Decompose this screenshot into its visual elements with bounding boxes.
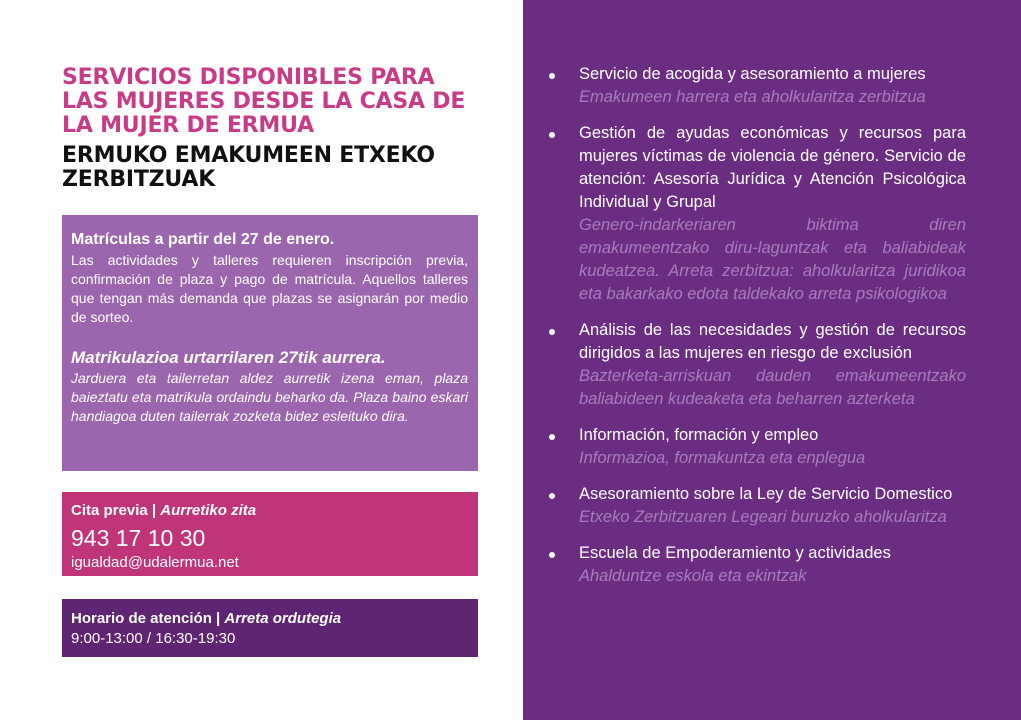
service-title-eu: Bazterketa-arriskuan dauden emakumeentzako baliabideen kudeaketa eta beharren azterketa <box>579 367 966 408</box>
service-title-eu: Ahalduntze eskola eta ekintzak <box>579 567 807 585</box>
opening-hours-label-es: Horario de atención | <box>71 610 225 627</box>
appointment-label-eu: Aurretiko zita <box>160 502 257 519</box>
appointment-heading <box>71 501 468 521</box>
appointment-box <box>62 492 478 576</box>
opening-hours-box <box>62 599 478 657</box>
bullet-icon <box>549 329 555 335</box>
enrollment-heading-eu: Matrikulazioa urtarrilaren 27tik aurrera. <box>71 348 386 367</box>
page-title-eu: ERMUKO EMAKUMEEN ETXEKO ZERBITZUAK <box>62 143 435 192</box>
service-title-es: Gestión de ayudas económicas y recursos para mujeres víctimas de violencia de género. Servicio de atención: Asesoría Jurídica y Atención Psicológica Individual y Grupal <box>579 124 966 211</box>
service-title-es: Información, formación y empleo <box>579 426 819 444</box>
appointment-label-es: Cita previa | <box>71 502 161 519</box>
opening-hours-label-eu: Arreta ordutegia <box>224 610 342 627</box>
bullet-icon <box>549 434 555 440</box>
bullet-icon <box>549 493 555 499</box>
bullet-icon <box>549 552 555 558</box>
service-title-eu: Genero-indarkeriaren biktima diren emakumeentzako diru-laguntzak eta baliabideak kudeatzea. Arreta zerbitzua: aholkularitza juridikoa eta bakarkako edota taldekako arreta psikologikoa <box>579 216 966 303</box>
service-item-employment <box>523 424 966 470</box>
services-list <box>523 63 1021 601</box>
page-title-es: SERVICIOS DISPONIBLES PARA LAS MUJERES DESDE LA CASA DE LA MUJER DE ERMUA <box>62 65 466 138</box>
enrollment-box <box>62 215 478 471</box>
phone-number[interactable]: 943 17 10 30 <box>71 525 206 551</box>
bullet-icon <box>549 73 555 79</box>
bullet-icon <box>549 132 555 138</box>
service-item-exclusion-risk <box>523 319 966 411</box>
service-title-eu: Etxeko Zerbitzuaren Legeari buruzko aholkularitza <box>579 508 947 526</box>
service-title-eu: Emakumeen harrera eta aholkularitza zerbitzua <box>579 88 926 106</box>
opening-hours-heading <box>71 609 468 629</box>
service-item-domestic-law <box>523 483 966 529</box>
enrollment-heading-es: Matrículas a partir del 27 de enero. <box>71 231 335 248</box>
service-item-empowerment-school <box>523 542 966 588</box>
enrollment-text-es: Las actividades y talleres requieren inscripción previa, confirmación de plaza y pago de matrícula. Aquellos talleres que tengan más demanda que plazas se asignarán por medio de sorteo. <box>71 252 468 325</box>
enrollment-text-eu: Jarduera eta tailerretan aldez aurretik izena eman, plaza baieztatu eta matrikula ordaindu beharko da. Plaza baino eskari handiagoa duten tailerrak zozketa bidez esleituko dira. <box>71 370 468 424</box>
service-title-es: Asesoramiento sobre la Ley de Servicio Domestico <box>579 485 953 503</box>
email-address[interactable]: igualdad@udalermua.net <box>71 554 239 571</box>
service-item-reception <box>523 63 966 109</box>
opening-hours-value: 9:00-13:00 / 16:30-19:30 <box>71 630 236 647</box>
services-panel <box>523 0 1021 720</box>
service-title-es: Servicio de acogida y asesoramiento a mujeres <box>579 65 926 83</box>
service-title-es: Escuela de Empoderamiento y actividades <box>579 544 891 562</box>
service-item-economic-aid <box>523 122 966 306</box>
service-title-eu: Informazioa, formakuntza eta enplegua <box>579 449 866 467</box>
service-title-es: Análisis de las necesidades y gestión de recursos dirigidos a las mujeres en riesgo de exclusión <box>579 321 966 362</box>
